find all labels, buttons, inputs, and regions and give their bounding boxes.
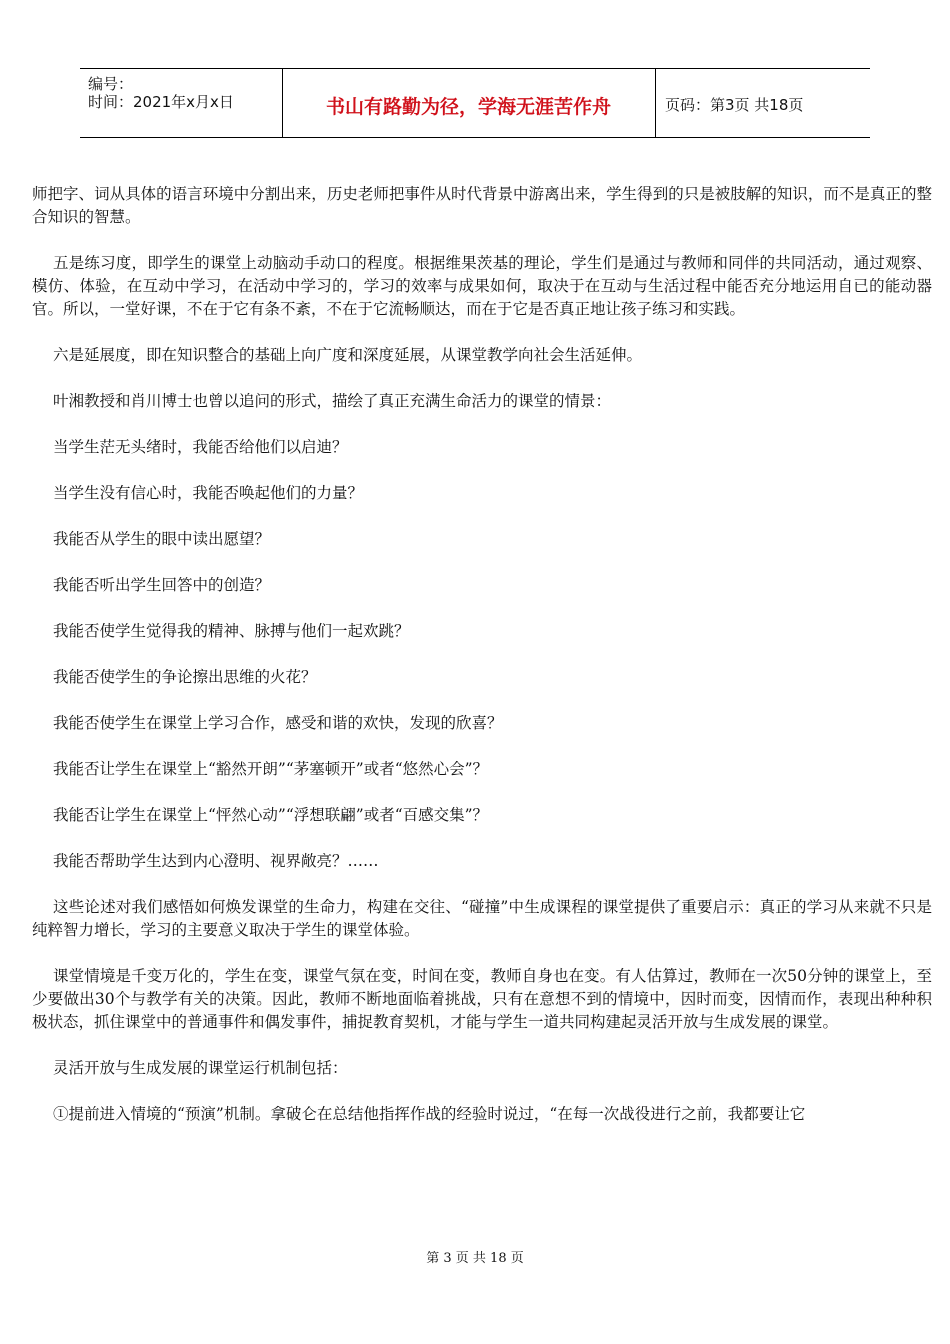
paragraph: 当学生茫无头绪时，我能否给他们以启迪？ — [53, 438, 348, 456]
paragraph: 我能否使学生的争论擦出思维的火花？ — [53, 668, 317, 686]
paragraph: 灵活开放与生成发展的课堂运行机制包括： — [53, 1059, 348, 1077]
paragraph: 我能否让学生在课堂上“怦然心动”“浮想联翩”或者“百感交集”？ — [53, 806, 489, 824]
paragraph: 我能否使学生觉得我的精神、脉搏与他们一起欢跳？ — [53, 622, 410, 640]
header-left-cell — [80, 69, 283, 137]
time-label: 时间：2021年x月x日 — [88, 93, 234, 111]
code-label: 编号： — [88, 75, 134, 93]
page-footer: 第 3 页 共 18 页 — [426, 1251, 524, 1266]
paragraph: 课堂情境是千变万化的，学生在变，课堂气氛在变，时间在变，教师自身也在变。有人估算过，教师在一次50分钟的课堂上，至少要做出30个与教学有关的决策。因此，教师不断地面临着挑战，只有在意想不到的情境中，因时而变，因情而作，表现出种种积极状态，抓住课堂中的普通事件和偶发事件，捕捉教育契机，才能与学生一道共同构建起灵活开放与生成发展的课堂。 — [32, 967, 932, 1031]
paragraph: ①提前进入情境的“预演”机制。拿破仑在总结他指挥作战的经验时说过，“在每一次战役进行之前，我都要让它 — [53, 1105, 806, 1123]
motto-text: 书山有路勤为径，学海无涯苦作舟 — [325, 96, 611, 118]
paragraph: 我能否使学生在课堂上学习合作，感受和谐的欢快，发现的欣喜？ — [53, 714, 503, 732]
paragraph: 我能否让学生在课堂上“豁然开朗”“茅塞顿开”或者“悠然心会”？ — [53, 760, 489, 778]
header-right-cell — [655, 69, 870, 137]
header-motto-cell — [282, 69, 656, 137]
document-body — [32, 183, 932, 1126]
paragraph: 叶湘教授和肖川博士也曾以追问的形式，描绘了真正充满生命活力的课堂的情景： — [53, 392, 612, 410]
paragraph: 我能否从学生的眼中读出愿望？ — [53, 530, 271, 548]
paragraph: 这些论述对我们感悟如何焕发课堂的生命力，构建在交往、“碰撞”中生成课程的课堂提供了重要启示：真正的学习从来就不只是纯粹智力增长，学习的主要意义取决于学生的课堂体验。 — [32, 898, 932, 939]
paragraph: 师把字、词从具体的语言环境中分割出来，历史老师把事件从时代背景中游离出来，学生得到的只是被肢解的知识，而不是真正的整合知识的智慧。 — [32, 185, 932, 226]
paragraph: 五是练习度，即学生的课堂上动脑动手动口的程度。根据维果茨基的理论，学生们是通过与教师和同伴的共同活动，通过观察、模仿、体验，在互动中学习，在活动中学习的，学习的效率与成果如何，取决于在互动与生活过程中能否充分地运用自已的能动器官。所以，一堂好课，不在于它有条不紊，不在于它流畅顺达，而在于它是否真正地让孩子练习和实践。 — [32, 254, 932, 318]
page-info: 页码：第3页 共18页 — [665, 96, 804, 114]
paragraph: 我能否听出学生回答中的创造？ — [53, 576, 271, 594]
paragraph: 六是延展度，即在知识整合的基础上向广度和深度延展，从课堂教学向社会生活延伸。 — [53, 346, 643, 364]
paragraph: 当学生没有信心时，我能否唤起他们的力量？ — [53, 484, 364, 502]
paragraph: 我能否帮助学生达到内心澄明、视界敞亮？…… — [53, 852, 379, 870]
page-header — [80, 68, 870, 138]
